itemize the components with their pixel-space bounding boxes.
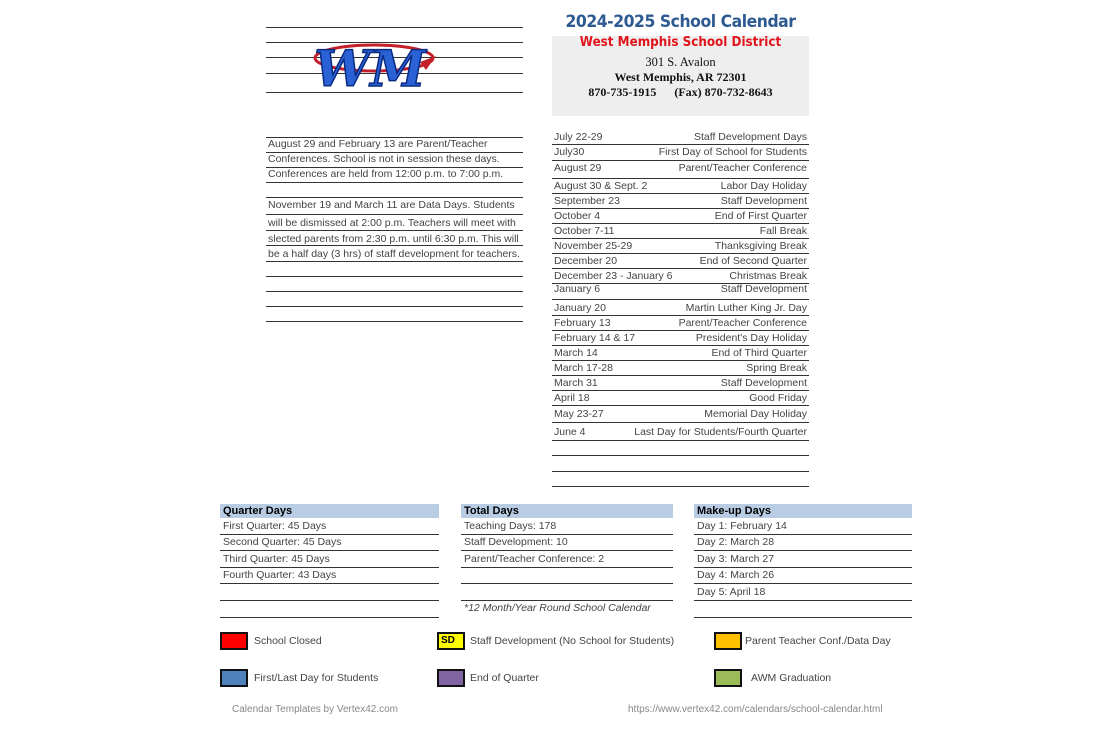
rule-line <box>552 315 809 316</box>
rule-line <box>694 534 912 535</box>
rule-line <box>552 375 809 376</box>
event-name: End of Second Quarter <box>699 255 807 267</box>
footer-url-link[interactable]: https://www.vertex42.com/calendars/school-calendar.html <box>628 704 883 715</box>
total-days-row: Parent/Teacher Conference: 2 <box>464 553 605 565</box>
rule-line <box>552 193 809 194</box>
event-date: May 23-27 <box>554 408 604 420</box>
event-name: End of Third Quarter <box>711 347 807 359</box>
event-date: April 18 <box>554 392 590 404</box>
rule-line <box>266 321 523 322</box>
event-date: October 7-11 <box>554 225 615 237</box>
event-name: Last Day for Students/Fourth Quarter <box>634 426 807 438</box>
legend-swatch-first-last-day <box>220 669 248 687</box>
rule-line <box>694 567 912 568</box>
rule-line <box>552 238 809 239</box>
rule-line <box>552 160 809 161</box>
event-date: August 30 & Sept. 2 <box>554 180 648 192</box>
quarter-days-heading: Quarter Days <box>220 504 439 518</box>
rule-line <box>552 253 809 254</box>
event-date: January 20 <box>554 302 606 314</box>
rule-line <box>461 550 673 551</box>
legend-swatch-conference <box>714 632 742 650</box>
total-days-heading: Total Days <box>461 504 673 518</box>
phone-fax <box>552 85 809 100</box>
rule-line <box>266 245 523 246</box>
event-name: Spring Break <box>746 362 807 374</box>
rule-line <box>266 261 523 262</box>
legend-swatch-graduation <box>714 669 742 687</box>
rule-line <box>266 276 523 277</box>
quarter-days-row: Fourth Quarter: 43 Days <box>223 569 337 581</box>
rule-line <box>220 617 439 618</box>
makeup-days-row: Day 1: February 14 <box>697 520 787 532</box>
rule-line <box>266 27 523 28</box>
event-date: February 13 <box>554 317 611 329</box>
event-name: Parent/Teacher Conference <box>678 317 807 329</box>
event-name: Memorial Day Holiday <box>704 408 807 420</box>
makeup-days-row: Day 4: March 26 <box>697 569 775 581</box>
legend-label: AWM Graduation <box>751 672 832 684</box>
note-line: Conferences are held from 12:00 p.m. to 7:00 p.m. <box>268 168 504 180</box>
note-line: be a half day (3 hrs) of staff development for teachers. <box>268 248 520 260</box>
rule-line <box>266 306 523 307</box>
note-line: will be dismissed at 2:00 p.m. Teachers will meet with <box>268 217 516 229</box>
district-logo <box>312 32 442 98</box>
district-name: West Memphis School District <box>579 35 782 50</box>
rule-line <box>552 299 809 300</box>
rule-line <box>461 567 673 568</box>
legend-swatch-school-closed <box>220 632 248 650</box>
event-name: Martin Luther King Jr. Day <box>685 302 807 314</box>
event-date: August 29 <box>554 162 602 174</box>
event-name: Staff Development <box>720 283 807 295</box>
legend-swatch-end-of-quarter <box>437 669 465 687</box>
event-date: February 14 & 17 <box>554 332 636 344</box>
event-date: July 22-29 <box>554 131 603 143</box>
rule-line <box>694 583 912 584</box>
rule-line <box>694 600 912 601</box>
note-line: November 19 and March 11 are Data Days. Students <box>268 199 515 211</box>
event-name: Thanksgiving Break <box>714 240 807 252</box>
event-name: Staff Development <box>720 195 807 207</box>
legend-label: Parent Teacher Conf./Data Day <box>745 635 891 647</box>
rule-line <box>694 617 912 618</box>
rule-line <box>461 583 673 584</box>
rule-line <box>220 550 439 551</box>
legend-label: Staff Development (No School for Students) <box>470 635 675 647</box>
note-line: slected parents from 2:30 p.m. until 6:30 p.m. This will <box>268 233 519 245</box>
event-date: December 23 - January 6 <box>554 270 673 282</box>
event-name: Christmas Break <box>729 270 807 282</box>
event-name: Parent/Teacher Conference <box>678 162 807 174</box>
fax-number: (Fax) 870-732-8643 <box>674 85 773 99</box>
rule-line <box>552 440 809 441</box>
event-name: Fall Break <box>759 225 807 237</box>
event-date: June 4 <box>554 426 586 438</box>
page-title: 2024-2025 School Calendar <box>565 12 796 32</box>
rule-line <box>220 600 439 601</box>
rule-line <box>552 486 809 487</box>
rule-line <box>552 330 809 331</box>
event-name: First Day of School for Students <box>658 146 807 158</box>
rule-line <box>552 208 809 209</box>
event-date: March 17-28 <box>554 362 613 374</box>
event-date: September 23 <box>554 195 620 207</box>
makeup-days-row: Day 2: March 28 <box>697 536 775 548</box>
note-line: Conferences. School is not in session these days. <box>268 153 500 165</box>
phone-number: 870-735-1915 <box>588 85 657 99</box>
makeup-days-row: Day 5: April 18 <box>697 586 766 598</box>
rule-line <box>552 422 809 423</box>
rule-line <box>552 390 809 391</box>
rule-line <box>266 182 523 183</box>
rule-line <box>552 283 809 284</box>
event-date: July30 <box>554 146 585 158</box>
rule-line <box>552 223 809 224</box>
event-name: Labor Day Holiday <box>720 180 807 192</box>
logo-text: WM <box>314 39 426 98</box>
legend-swatch-staff-development: SD <box>437 632 465 650</box>
event-date: March 14 <box>554 347 598 359</box>
event-name: President's Day Holiday <box>695 332 807 344</box>
event-date: January 6 <box>554 283 601 295</box>
address-street: 301 S. Avalon <box>645 55 716 69</box>
event-date: December 20 <box>554 255 618 267</box>
total-days-row: Staff Development: 10 <box>464 536 568 548</box>
rule-line <box>220 583 439 584</box>
rule-line <box>266 291 523 292</box>
total-days-row: Teaching Days: 178 <box>464 520 557 532</box>
legend-label: End of Quarter <box>470 672 539 684</box>
rule-line <box>694 550 912 551</box>
footer-credit-link[interactable]: Calendar Templates by Vertex42.com <box>232 704 399 715</box>
rule-line <box>552 144 809 145</box>
total-days-footnote: *12 Month/Year Round School Calendar <box>464 602 651 614</box>
makeup-days-heading: Make-up Days <box>694 504 912 518</box>
rule-line <box>552 471 809 472</box>
event-name: End of First Quarter <box>714 210 807 222</box>
event-name: Staff Development Days <box>693 131 807 143</box>
event-date: November 25-29 <box>554 240 633 252</box>
rule-line <box>552 455 809 456</box>
rule-line <box>552 268 809 269</box>
event-date: October 4 <box>554 210 601 222</box>
legend-label: First/Last Day for Students <box>254 672 379 684</box>
rule-line <box>461 600 673 601</box>
rule-line <box>220 534 439 535</box>
rule-line <box>266 230 523 231</box>
rule-line <box>552 360 809 361</box>
event-date: March 31 <box>554 377 598 389</box>
rule-line <box>266 214 523 215</box>
rule-line <box>552 345 809 346</box>
event-name: Staff Development <box>720 377 807 389</box>
quarter-days-row: Second Quarter: 45 Days <box>223 536 342 548</box>
note-line: August 29 and February 13 are Parent/Teacher <box>268 138 488 150</box>
rule-line <box>461 534 673 535</box>
event-name: Good Friday <box>749 392 807 404</box>
quarter-days-row: First Quarter: 45 Days <box>223 520 327 532</box>
legend-label: School Closed <box>254 635 322 647</box>
makeup-days-row: Day 3: March 27 <box>697 553 775 565</box>
rule-line <box>552 405 809 406</box>
rule-line <box>266 197 523 198</box>
rule-line <box>220 567 439 568</box>
address-city: West Memphis, AR 72301 <box>614 70 747 84</box>
rule-line <box>552 178 809 179</box>
quarter-days-row: Third Quarter: 45 Days <box>223 553 330 565</box>
